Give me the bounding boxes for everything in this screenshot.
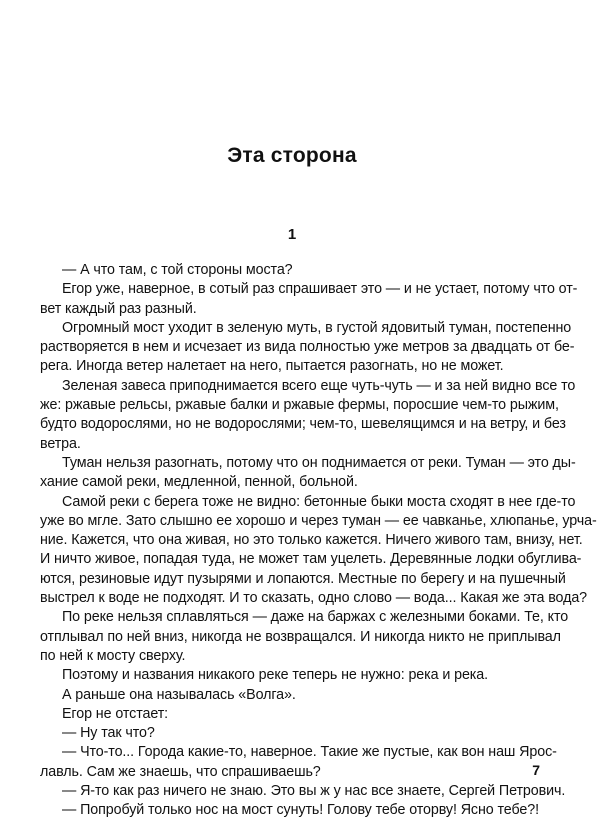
text-line: вет каждый раз разный. [40, 300, 197, 317]
body-text [40, 261, 597, 821]
chapter-title: Эта сторона [227, 144, 357, 167]
text-line: — А что там, с той стороны моста? [62, 262, 293, 278]
text-line: ются, резиновые идут пузырями и лопаются. Местные по берегу и на пушечный [40, 570, 566, 587]
text-line: — Я-то как раз ничего не знаю. Это вы ж у нас все знаете, Сергей Петрович. [62, 783, 566, 800]
text-line: рега. Иногда ветер налетает на него, пытается разогнать, но не может. [40, 358, 504, 375]
text-line: ние. Кажется, что она живая, но это только кажется. Ничего живого там, внизу, нет. [40, 532, 583, 549]
text-line: Поэтому и названия никакого реке теперь не нужно: река и река. [62, 667, 489, 684]
text-line: хание самой реки, медленной, пенной, больной. [40, 474, 358, 491]
text-line: Туман нельзя разогнать, потому что он поднимается от реки. Туман — это ды- [62, 454, 576, 471]
text-line: Огромный мост уходит в зеленую муть, в густой ядовитый туман, постепенно [62, 319, 572, 336]
text-line: ветра. [40, 435, 81, 452]
text-line: лавль. Сам же знаешь, что спрашиваешь? [40, 763, 321, 780]
text-line: А раньше она называлась «Волга». [62, 686, 296, 703]
text-line: уже во мгле. Зато слышно ее хорошо и через туман — ее чавканье, хлюпанье, урча- [40, 512, 597, 529]
text-line: же: ржавые рельсы, ржавые балки и ржавые фермы, поросшие чем-то рыжим, [40, 397, 559, 414]
text-line: — Что-то... Города какие-то, наверное. Такие же пустые, как вон наш Ярос- [62, 744, 557, 761]
text-line: Зеленая завеса приподнимается всего еще чуть-чуть — и за ней видно все то [62, 377, 576, 394]
text-line: по ней к мосту сверху. [40, 647, 186, 664]
section-number: 1 [287, 226, 297, 243]
text-line: — Ну так что? [62, 725, 155, 742]
text-line: Самой реки с берега тоже не видно: бетонные быки моста сходят в нее где-то [62, 493, 576, 510]
text-line: отплывал по ней вниз, никогда не возвращался. И никогда никто не приплывал [40, 628, 561, 645]
text-line: будто водорослями, но не водорослями; чем-то, шевелящимся и на ветру, и без [40, 416, 566, 433]
text-line: Егор уже, наверное, в сотый раз спрашивает это — и не устает, потому что от- [62, 281, 578, 298]
page-number: 7 [532, 762, 540, 778]
text-line: Егор не отстает: [62, 705, 169, 722]
text-line: И ничто живое, попадая туда, не может там уцелеть. Деревянные лодки обуглива- [40, 551, 582, 568]
text-line: растворяется в нем и исчезает из вида полностью уже метров за двадцать от бе- [40, 339, 575, 356]
text-line: По реке нельзя сплавляться — даже на баржах с железными боками. Те, кто [62, 609, 569, 626]
text-line: — Попробуй только нос на мост сунуть! Голову тебе оторву! Ясно тебе?! [62, 802, 539, 819]
text-line: выстрел к воде не подходят. И то сказать, одно слово — вода... Какая же эта вода? [40, 590, 588, 607]
